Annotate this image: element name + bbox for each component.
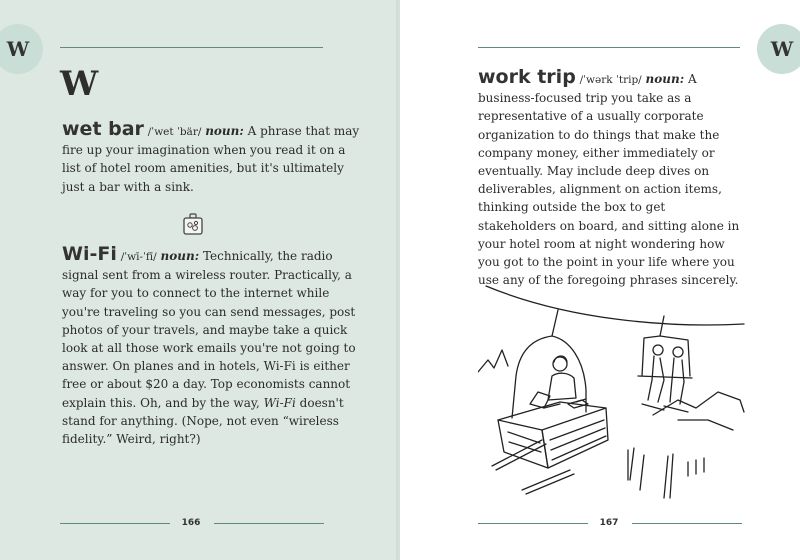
entry-work-trip [478, 68, 742, 289]
pronunciation: /ˈwī-ˈfī/ [120, 251, 157, 263]
definition: A business-focused trip you take as a representative of a usually corporate organization to do things that make the company money, either immediately or eventually. May include deep dives on deliverables, alignment on action items, thinking outside the box to get stakeholders on board, and sitting alone in your hotel room at night wondering how you got to the point in your life where you use any of the foregoing phrases sincerely. [478, 72, 740, 288]
part-of-speech: noun: [160, 249, 200, 263]
definition-part-b: doesn't stand for anything. (Nope, not even “wireless fidelity.” Weird, right?) [62, 395, 344, 447]
right-footer-rule-right [632, 523, 742, 524]
headword: wet bar [62, 118, 144, 140]
definition-emphasis: Wi-Fi [263, 395, 296, 410]
right-header-rule [478, 47, 740, 48]
page-number-right: 167 [599, 518, 619, 528]
page-number-left: 166 [181, 518, 201, 528]
left-header-rule [60, 47, 323, 48]
ski-lift-office-desk-illustration [478, 280, 748, 510]
right-footer-rule-left [478, 523, 588, 524]
entry-wet-bar [62, 120, 362, 196]
part-of-speech: noun: [645, 72, 685, 86]
pronunciation: /ˈwərk ˈtrip/ [579, 74, 642, 86]
right-thumb-tab: W [757, 24, 800, 74]
headword: work trip [478, 66, 576, 88]
part-of-speech: noun: [205, 124, 244, 138]
headword: Wi-Fi [62, 243, 117, 265]
left-thumb-tab: W [0, 24, 43, 74]
definition-part-a: Technically, the radio signal sent from a wireless router. Practically, a way for you to connect to the internet while you're traveling so you can send messages, post photos of your travels, and maybe take a quick look at all those work emails you're not going to answer. On planes and in hotels, Wi-Fi is either free or about $20 a day. Top economists cannot explain this. Oh, and by the way, [62, 249, 356, 410]
definition: A phrase that may fire up your imagination when you read it on a list of hotel room amenities, but it's ultimately just a bar with a sink. [62, 124, 360, 194]
section-letter: W [60, 64, 99, 104]
suitcase-icon [182, 213, 204, 237]
entry-wi-fi [62, 245, 362, 448]
pronunciation: /ˈwet ˈbär/ [147, 126, 202, 138]
left-footer-rule-right [214, 523, 324, 524]
left-footer-rule-left [60, 523, 170, 524]
